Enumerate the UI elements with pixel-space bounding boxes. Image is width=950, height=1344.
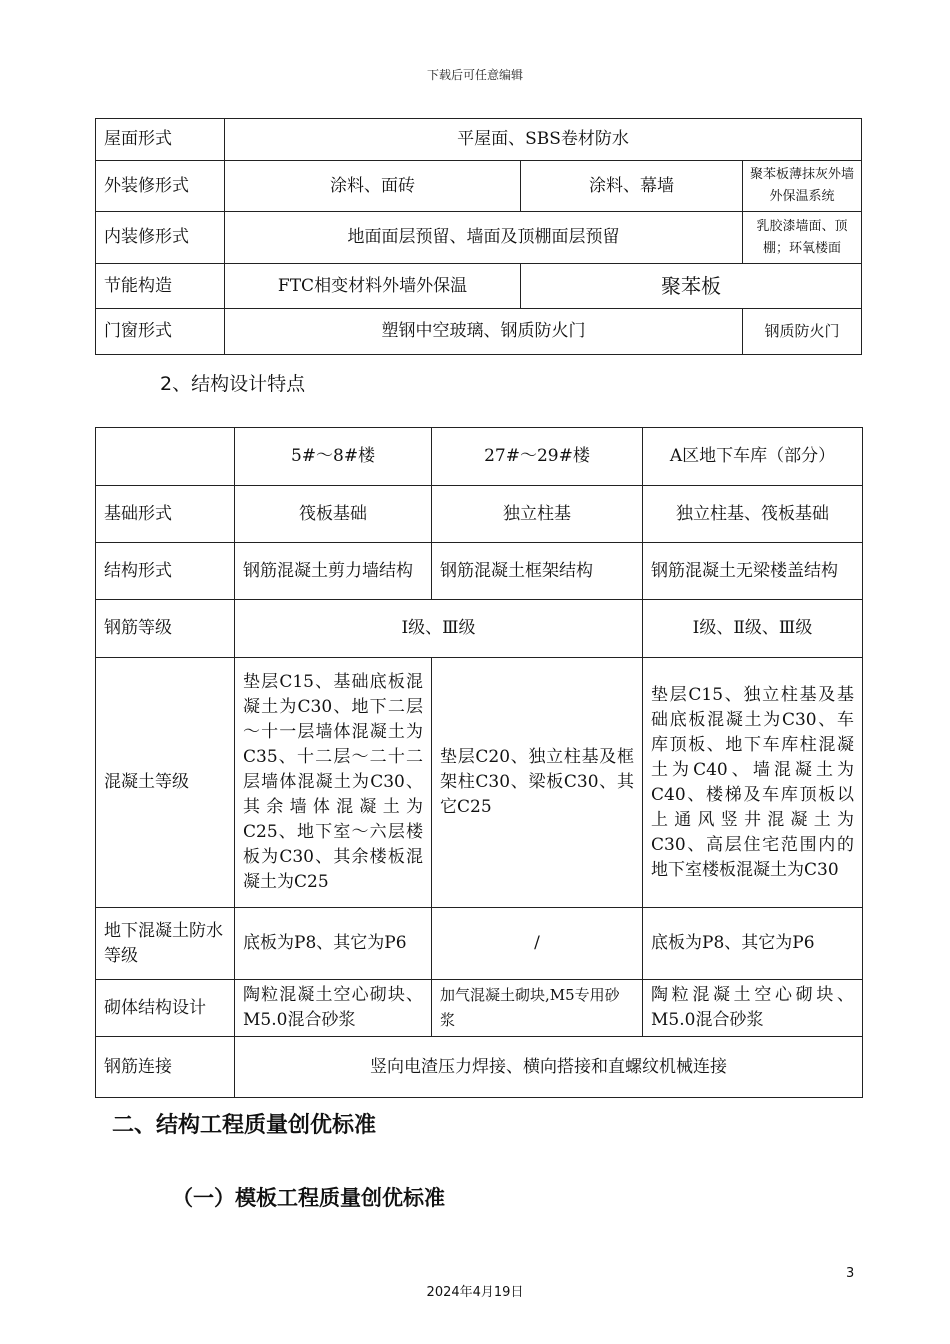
table-row (96, 1037, 863, 1098)
table-cell: 涂料、幕墙 (521, 161, 743, 212)
row-label: 砌体结构设计 (96, 980, 235, 1037)
footer-date: 2024年4月19日 (426, 1285, 524, 1300)
table-header-row (96, 428, 863, 486)
table-cell: 垫层C15、独立柱基及基础底板混凝土为C30、车库顶板、地下车库柱混凝土为C40、墙混凝土为C40、楼梯及车库顶板以上通风竖井混凝土为C30、高层住宅范围内的地下室楼板混凝土为C30 (643, 658, 863, 908)
header-cell: 5#～8#楼 (235, 428, 432, 486)
header-cell: 27#～29#楼 (432, 428, 643, 486)
table-row (96, 486, 863, 543)
table-cell: 垫层C15、基础底板混凝土为C30、地下二层～十一层墙体混凝土为C35、十二层～二十二层墙体混凝土为C30、其余墙体混凝土为C25、地下室～六层楼板为C30、其余楼板混凝土为C25 (235, 658, 432, 908)
table-cell: 底板为P8、其它为P6 (235, 908, 432, 980)
table-cell: 独立柱基、筏板基础 (643, 486, 863, 543)
table-cell: 垫层C20、独立柱基及框架柱C30、梁板C30、其它C25 (432, 658, 643, 908)
table-row (96, 543, 863, 600)
section-heading: 二、结构工程质量创优标准 (112, 1113, 377, 1138)
table-row (96, 980, 863, 1037)
table-cell: 聚苯板 (521, 264, 862, 309)
table-cell: 钢质防火门 (743, 309, 862, 355)
table-cell: 钢筋混凝土框架结构 (432, 543, 643, 600)
row-label: 钢筋连接 (96, 1037, 235, 1098)
row-label: 门窗形式 (96, 309, 225, 355)
table-cell: FTC相变材料外墙外保温 (225, 264, 521, 309)
row-label: 地下混凝土防水等级 (96, 908, 235, 980)
table-row (96, 908, 863, 980)
table-cell: 钢筋混凝土无梁楼盖结构 (643, 543, 863, 600)
subsection-heading: （一）模板工程质量创优标准 (172, 1186, 445, 1210)
table-cell: / (432, 908, 643, 980)
row-label: 内装修形式 (96, 212, 225, 264)
table-cell: 塑钢中空玻璃、钢质防火门 (225, 309, 743, 355)
table-cell: 涂料、面砖 (225, 161, 521, 212)
table-cell: 加气混凝土砌块,M5专用砂浆 (432, 980, 643, 1037)
table-cell: 底板为P8、其它为P6 (643, 908, 863, 980)
building-finish-table (95, 118, 862, 355)
row-label: 结构形式 (96, 543, 235, 600)
row-label: 节能构造 (96, 264, 225, 309)
table-cell: 聚苯板薄抹灰外墙外保温系统 (743, 161, 862, 212)
table-row (96, 309, 862, 355)
table-row (96, 264, 862, 309)
table-row (96, 161, 862, 212)
table-cell: 平屋面、SBS卷材防水 (225, 119, 862, 161)
table-row (96, 658, 863, 908)
table-cell: 陶粒混凝土空心砌块、M5.0混合砂浆 (643, 980, 863, 1037)
page-number: 3 (846, 1266, 855, 1281)
table-cell: 独立柱基 (432, 486, 643, 543)
row-label: 钢筋等级 (96, 600, 235, 658)
structure-design-table (95, 427, 863, 1098)
table-cell: 陶粒混凝土空心砌块、M5.0混合砂浆 (235, 980, 432, 1037)
table-cell: Ⅰ级、Ⅱ级、Ⅲ级 (643, 600, 863, 658)
row-label: 屋面形式 (96, 119, 225, 161)
header-cell (96, 428, 235, 486)
section-subtitle: 2、结构设计特点 (160, 373, 306, 395)
table-row (96, 212, 862, 264)
table-cell: 地面面层预留、墙面及顶棚面层预留 (225, 212, 743, 264)
row-label: 混凝土等级 (96, 658, 235, 908)
table-cell: Ⅰ级、Ⅲ级 (235, 600, 643, 658)
header-note: 下载后可任意编辑 (426, 68, 523, 82)
table-cell: 乳胶漆墙面、顶棚；环氧楼面 (743, 212, 862, 264)
table-cell: 竖向电渣压力焊接、横向搭接和直螺纹机械连接 (235, 1037, 863, 1098)
row-label: 基础形式 (96, 486, 235, 543)
table-cell: 筏板基础 (235, 486, 432, 543)
header-cell: A区地下车库（部分） (643, 428, 863, 486)
table-cell: 钢筋混凝土剪力墙结构 (235, 543, 432, 600)
table-row (96, 119, 862, 161)
table-row (96, 600, 863, 658)
row-label: 外装修形式 (96, 161, 225, 212)
